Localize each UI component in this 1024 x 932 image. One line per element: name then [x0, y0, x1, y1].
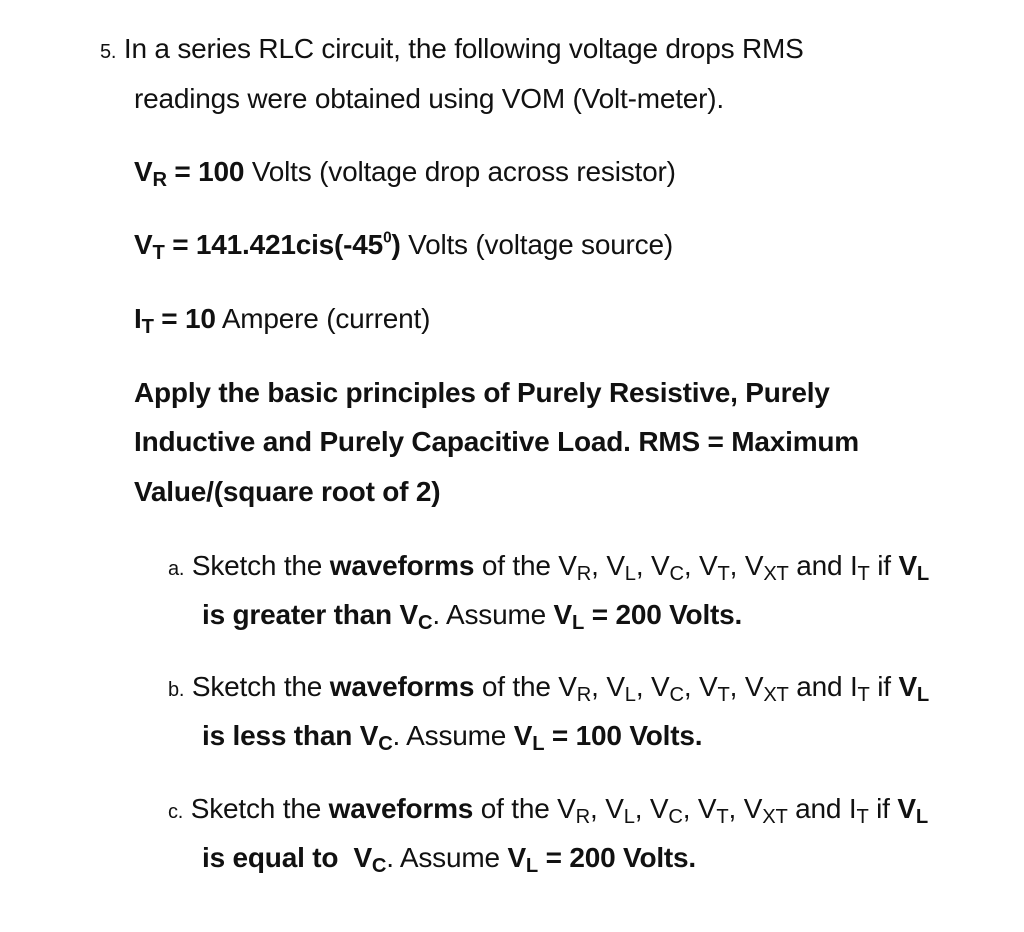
and-text: and [787, 793, 849, 824]
v-symbol: V [744, 671, 764, 702]
c-subscript: C [669, 684, 684, 707]
part-c-line-1 [168, 792, 928, 829]
dot: . [392, 720, 401, 751]
space [184, 550, 192, 581]
it-equals: = [153, 303, 186, 334]
t-subscript: T [856, 806, 869, 829]
comma: , [683, 671, 692, 702]
comma: , [635, 671, 644, 702]
space [643, 671, 651, 702]
space [183, 793, 191, 824]
space [184, 671, 192, 702]
vl-subscript: L [525, 855, 539, 878]
l-subscript: L [624, 563, 636, 586]
it-description: Ampere (current) [215, 303, 431, 334]
vl-symbol: V [553, 599, 573, 630]
of-the-text: of the [474, 550, 559, 581]
assume-text: Assume [400, 720, 514, 751]
of-the-text: of the [473, 793, 558, 824]
i-symbol: I [849, 550, 858, 581]
question-number: 5. [100, 41, 117, 63]
dot: . [386, 842, 394, 873]
vr-value: 100 [198, 156, 245, 187]
part-b-line-2 [202, 719, 703, 756]
r-subscript: R [576, 563, 592, 586]
vc-symbol: V [399, 599, 419, 630]
vr-subscript: R [152, 169, 167, 192]
it-subscript: T [141, 316, 154, 339]
comma: , [683, 550, 692, 581]
c-subscript: C [668, 806, 683, 829]
vl-symbol: V [898, 550, 917, 581]
space [642, 793, 650, 824]
v-symbol: V [605, 793, 624, 824]
vc-subscript: C [378, 733, 393, 756]
reading-vt [134, 228, 673, 265]
waveforms-text: waveforms [329, 550, 475, 581]
l-subscript: L [624, 684, 636, 707]
vc-symbol: V [353, 842, 372, 873]
vt-symbol: V [134, 229, 153, 260]
sketch-text: Sketch the [191, 671, 330, 702]
comma: , [590, 793, 598, 824]
r-subscript: R [576, 684, 592, 707]
instruction-text-1: Apply the basic principles of Purely Resistive, Purely [134, 377, 830, 408]
part-c-label: c. [168, 801, 184, 823]
part-a-assume-value: 200 Volts. [615, 599, 743, 630]
instruction-line-2 [134, 425, 859, 459]
instruction-line-1 [134, 376, 830, 410]
part-a-condition: is greater than [202, 599, 400, 630]
reading-vr [134, 155, 676, 192]
part-b-label: b. [168, 679, 185, 701]
assume-text: Assume [439, 599, 554, 630]
xt-subscript: XT [763, 563, 789, 586]
part-c-line-2 [202, 841, 697, 878]
comma: , [728, 793, 737, 824]
comma: , [634, 793, 643, 824]
v-symbol: V [558, 671, 577, 702]
question-intro-2: readings were obtained using VOM (Volt-meter). [134, 83, 724, 114]
space [737, 550, 745, 581]
t-subscript: T [857, 684, 870, 707]
and-text: and [788, 550, 850, 581]
vc-subscript: C [418, 612, 433, 635]
assume-text: Assume [393, 842, 508, 873]
comma: , [729, 671, 738, 702]
r-subscript: R [575, 806, 591, 829]
vt-subscript: T [152, 242, 165, 265]
space [643, 550, 651, 581]
vc-symbol: V [359, 720, 379, 751]
vl-subscript: L [915, 806, 928, 829]
if-text: if [869, 671, 899, 702]
vl-subscript: L [916, 563, 930, 586]
reading-it [134, 302, 431, 339]
space [736, 793, 744, 824]
c-subscript: C [669, 563, 684, 586]
part-b-assume-value: 100 Volts. [575, 720, 703, 751]
v-symbol: V [606, 550, 625, 581]
vl-subscript: L [532, 733, 545, 756]
part-c-assume-value: 200 Volts. [569, 842, 697, 873]
question-line-1 [100, 32, 804, 69]
t-subscript: T [717, 684, 730, 707]
instruction-text-2: Inductive and Purely Capacitive Load. RMS = Maximum [134, 426, 859, 457]
space [691, 671, 699, 702]
v-symbol: V [744, 550, 764, 581]
comma: , [635, 550, 644, 581]
vc-subscript: C [371, 855, 387, 878]
vt-description: Volts (voltage source) [400, 229, 673, 260]
waveforms-text: waveforms [329, 671, 475, 702]
sketch-text: Sketch the [191, 550, 330, 581]
vl-symbol: V [897, 793, 916, 824]
comma: , [682, 793, 691, 824]
part-a-label: a. [168, 558, 185, 580]
t-subscript: T [716, 806, 729, 829]
equals: = [584, 599, 616, 630]
vt-close: ) [391, 229, 401, 260]
xt-subscript: XT [763, 684, 789, 707]
waveforms-text: waveforms [328, 793, 474, 824]
vr-symbol: V [134, 156, 153, 187]
v-symbol: V [651, 671, 670, 702]
xt-subscript: XT [762, 806, 788, 829]
equals: = [538, 842, 570, 873]
t-subscript: T [717, 563, 730, 586]
vr-equals: = [166, 156, 199, 187]
v-symbol: V [699, 550, 718, 581]
vl-subscript: L [572, 612, 585, 635]
instruction-text-3: Value/(square root of 2) [134, 476, 441, 507]
dot: . [432, 599, 440, 630]
vl-symbol: V [513, 720, 533, 751]
of-the-text: of the [474, 671, 559, 702]
part-b-condition: is less than [202, 720, 360, 751]
v-symbol: V [699, 671, 718, 702]
question-intro-1: In a series RLC circuit, the following voltage drops RMS [123, 33, 804, 64]
v-symbol: V [697, 793, 717, 824]
t-subscript: T [857, 563, 870, 586]
vr-description: Volts (voltage drop across resistor) [244, 156, 676, 187]
part-a-line-2 [202, 598, 743, 635]
l-subscript: L [623, 806, 635, 829]
vt-degree: 0 [383, 229, 392, 247]
i-symbol: I [849, 671, 858, 702]
part-c-condition: is equal to [202, 842, 354, 873]
vl-symbol: V [507, 842, 526, 873]
vl-symbol: V [898, 671, 917, 702]
v-symbol: V [649, 793, 669, 824]
v-symbol: V [558, 550, 577, 581]
comma: , [591, 671, 599, 702]
i-symbol: I [848, 793, 857, 824]
equals: = [544, 720, 576, 751]
part-b-line-1 [168, 670, 929, 707]
v-symbol: V [651, 550, 670, 581]
space [691, 550, 699, 581]
space [737, 671, 745, 702]
and-text: and [788, 671, 850, 702]
vl-subscript: L [916, 684, 930, 707]
comma: , [591, 550, 599, 581]
v-symbol: V [606, 671, 625, 702]
it-value: 10 [185, 303, 216, 334]
part-a-line-1 [168, 549, 929, 586]
space [690, 793, 698, 824]
sketch-text: Sketch the [190, 793, 329, 824]
v-symbol: V [743, 793, 763, 824]
if-text: if [869, 550, 899, 581]
if-text: if [868, 793, 898, 824]
question-line-2 [134, 82, 724, 116]
it-symbol: I [134, 303, 142, 334]
v-symbol: V [557, 793, 576, 824]
vt-equals: = [164, 229, 196, 260]
vt-value: 141.421cis(-45 [195, 229, 384, 260]
instruction-line-3 [134, 475, 440, 509]
comma: , [729, 550, 738, 581]
